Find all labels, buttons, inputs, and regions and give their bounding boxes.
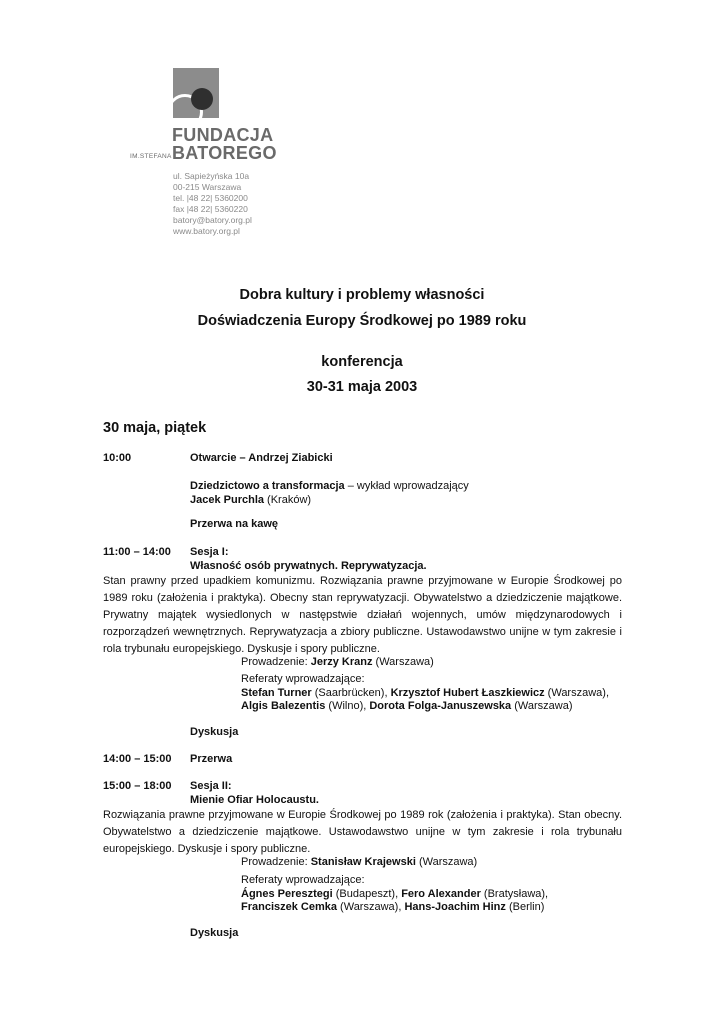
address-email: batory@batory.org.pl (173, 215, 252, 225)
doc-event-date: 30-31 maja 2003 (306, 379, 418, 395)
moderator-name: Jerzy Kranz (310, 656, 373, 668)
lecture-title: Dziedzictowo a transformacja (190, 480, 345, 492)
logo-text-batorego: BATOREGO (172, 143, 277, 163)
session-2-desc-line: Obywatelstwo a dziedziczenie majątkowe. Ustawodawstwo unijne w tym zakresie i rola trybunału (103, 826, 622, 838)
foundation-logo-icon (173, 68, 219, 118)
session-1-papers (241, 673, 609, 714)
moderator-label: Prowadzenie: (241, 656, 311, 668)
address-city: 00-215 Warszawa (173, 182, 242, 192)
speaker-name: Hans-Joachim Hinz (404, 901, 506, 913)
lecture-speaker-city: (Kraków) (264, 493, 312, 506)
logo-text-prefix: IM.STEFANA (130, 153, 172, 160)
coffee-break: Przerwa na kawę (190, 518, 279, 530)
opening-item: Otwarcie – Andrzej Ziabicki (190, 452, 333, 464)
session-1-name: Własność osób prywatnych. Reprywatyzacja. (190, 559, 427, 572)
lecture-item (190, 480, 469, 507)
session-1-label: Sesja I: (190, 546, 229, 558)
speaker-name: Algis Balezentis (241, 700, 326, 712)
speaker-name: Franciszek Cemka (241, 901, 337, 913)
address-street: ul. Sapieżyńska 10a (173, 171, 250, 181)
time-10-00: 10:00 (103, 452, 132, 464)
moderator-name: Stanisław Krajewski (310, 856, 416, 868)
session-2-name: Mienie Ofiar Holocaustu. (190, 793, 319, 806)
session-1-desc-line: Stan prawny przed upadkiem komunizmu. Rozwiązania prawne przyjmowane w Europie Środkowej po (103, 575, 622, 587)
session-1-description (103, 573, 622, 658)
session-1-moderator (241, 656, 434, 670)
speaker-city: (Warszawa), (544, 686, 609, 699)
break-label: Przerwa (190, 753, 233, 765)
session-1-desc-line: 1989 roku (założenia i praktyka). Obecny stan reprywatyzacji. Obywatelstwo a dziedziczenie majątkowe. (103, 592, 622, 604)
address-fax: fax |48 22| 5360220 (173, 204, 248, 214)
session-2-label: Sesja II: (190, 780, 232, 792)
speaker-name: Ágnes Peresztegi (241, 887, 333, 900)
speaker-name: Stefan Turner (241, 686, 312, 699)
speaker-city: (Berlin) (505, 901, 545, 913)
papers-label: Referaty wprowadzające: (241, 673, 365, 685)
moderator-city: (Warszawa) (415, 856, 478, 868)
address-website: www.batory.org.pl (173, 226, 240, 236)
session-1-desc-line: Prywatny majątek wysiedlonych w następstwie działań wojennych, umów międzynarodowych i (103, 609, 622, 621)
papers-label: Referaty wprowadzające: (241, 874, 365, 886)
session-2-heading (190, 780, 319, 807)
session-2-desc-line: Rozwiązania prawne przyjmowane w Europie Środkowej po 1989 rok (założenia i praktyka). Stan obecny. (103, 809, 622, 821)
session-1-desc-line: rozporządzeń wewnętrznych. Reprywatyzacja a zbiory publiczne. Ustawodawstwo unijne w tym zakresie i (103, 626, 622, 638)
session-1-discussion: Dyskusja (190, 726, 239, 738)
time-break: 14:00 – 15:00 (103, 753, 172, 765)
doc-subtitle: Doświadczenia Europy Środkowej po 1989 roku (197, 313, 527, 329)
time-session-2: 15:00 – 18:00 (103, 780, 172, 792)
address-block (173, 171, 252, 237)
lecture-type: – wykład wprowadzający (344, 480, 469, 492)
day-heading: 30 maja, piątek (103, 420, 207, 436)
speaker-city: (Wilno), (325, 700, 370, 712)
speaker-city: (Warszawa) (511, 700, 573, 712)
doc-event-type: konferencja (321, 354, 403, 370)
logo-text-fundacja: FUNDACJA (172, 125, 274, 145)
session-2-papers (241, 874, 548, 915)
speaker-city: (Bratysława), (480, 887, 549, 900)
speaker-name: Fero Alexander (401, 887, 481, 900)
speaker-city: (Warszawa), (337, 901, 405, 913)
session-1-heading (190, 546, 427, 573)
moderator-label: Prowadzenie: (241, 856, 311, 868)
session-2-moderator (241, 856, 477, 870)
speaker-city: (Saarbrücken), (311, 686, 391, 699)
session-2-discussion: Dyskusja (190, 927, 239, 939)
lecture-speaker: Jacek Purchla (190, 493, 264, 506)
speaker-city: (Budapeszt), (332, 887, 402, 900)
moderator-city: (Warszawa) (372, 656, 434, 668)
speaker-name: Dorota Folga-Januszewska (369, 700, 512, 712)
address-phone: tel. |48 22| 5360200 (173, 193, 248, 203)
doc-title: Dobra kultury i problemy własności (239, 287, 485, 303)
speaker-name: Krzysztof Hubert Łaszkiewicz (390, 686, 545, 699)
time-session-1: 11:00 – 14:00 (103, 546, 171, 558)
session-1-desc-line: rola trybunału europejskiego. Dyskusje i spory publiczne. (103, 643, 380, 655)
session-2-description (103, 807, 622, 858)
session-2-desc-line: europejskiego. Dyskusje i spory publiczne. (103, 843, 311, 855)
